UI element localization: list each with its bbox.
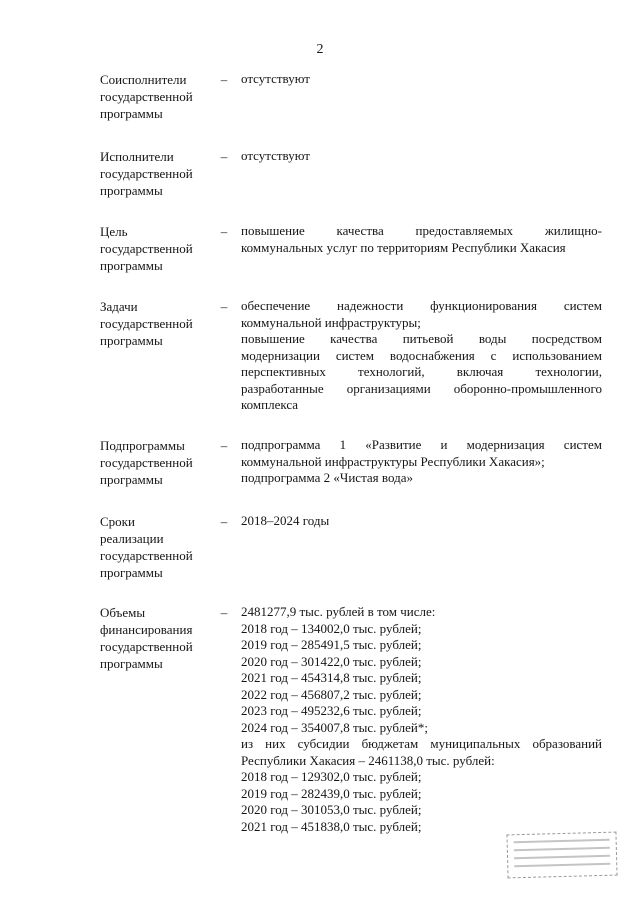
value-line: коммунальной инфраструктуры;: [241, 314, 421, 330]
value-line: 2481277,9 тыс. рублей в том числе:: [241, 604, 436, 619]
value-line: 2018 год – 134002,0 тыс. рублей;: [241, 620, 422, 636]
value-line: 2019 год – 282439,0 тыс. рублей;: [241, 785, 422, 801]
value-line: 2018 год – 129302,0 тыс. рублей;: [241, 769, 422, 784]
row-value: [241, 437, 602, 487]
value-line: 2020 год – 301053,0 тыс. рублей;: [241, 802, 422, 817]
row-label: Объемы финансирования государственной программы: [100, 605, 193, 671]
row-value: [241, 298, 602, 414]
value-line: 2019 год – 285491,5 тыс. рублей;: [241, 637, 422, 652]
value-line: 2020 год – 301422,0 тыс. рублей;: [241, 653, 422, 669]
row-label: Сроки реализации государственной программы: [100, 514, 193, 580]
row-label: Исполнители государственной программы: [100, 149, 193, 198]
value-line: 2022 год – 456807,2 тыс. рублей;: [241, 686, 422, 702]
faint-stamp-mark: [506, 832, 617, 879]
row-label: Задачи государственной программы: [100, 299, 193, 348]
value-line: коммунальной инфраструктуры Республики Хакасия»;: [241, 453, 545, 469]
row-value: [241, 223, 602, 256]
value-line: 2024 год – 354007,8 тыс. рублей*;: [241, 719, 428, 735]
value-line: повышение качества предоставляемых жилищно-: [241, 223, 602, 238]
row-dash: –: [220, 605, 228, 620]
value-line: отсутствуют: [241, 148, 310, 163]
value-line: из них субсидии бюджетам муниципальных образований: [241, 736, 602, 751]
value-line: повышение качества питьевой воды посредством: [241, 331, 602, 346]
row-value: [241, 513, 602, 530]
value-line: модернизации систем водоснабжения с использованием: [241, 347, 602, 363]
value-line: комплекса: [241, 397, 299, 412]
row-dash: –: [220, 224, 228, 239]
value-line: 2018–2024 годы: [241, 513, 330, 528]
value-line: 2023 год – 495232,6 тыс. рублей;: [241, 703, 422, 718]
row-value: [241, 71, 602, 88]
value-line: 2021 год – 451838,0 тыс. рублей;: [241, 818, 422, 834]
value-line: отсутствуют: [241, 71, 310, 86]
value-line: подпрограмма 1 «Развитие и модернизация систем: [241, 437, 602, 452]
page-number: 2: [316, 42, 324, 57]
value-line: перспективных технологий, включая технологии,: [241, 364, 602, 379]
row-dash: –: [220, 72, 228, 87]
row-dash: –: [220, 299, 228, 314]
value-line: обеспечение надежности функционирования систем: [241, 298, 602, 313]
row-label: Подпрограммы государственной программы: [100, 438, 193, 487]
row-dash: –: [220, 514, 228, 529]
value-line: Республики Хакасия – 2461138,0 тыс. рублей:: [241, 752, 495, 768]
value-line: подпрограмма 2 «Чистая вода»: [241, 470, 413, 485]
row-label: Цель государственной программы: [100, 224, 193, 273]
row-value: [241, 604, 602, 835]
row-value: [241, 148, 602, 165]
value-line: разработанные организациями оборонно-промышленного: [241, 380, 602, 396]
value-line: коммунальных услуг по территориям Республики Хакасия: [241, 239, 566, 255]
value-line: 2021 год – 454314,8 тыс. рублей;: [241, 670, 422, 685]
row-dash: –: [220, 438, 228, 453]
row-dash: –: [220, 149, 228, 164]
row-label: Соисполнители государственной программы: [100, 72, 193, 121]
